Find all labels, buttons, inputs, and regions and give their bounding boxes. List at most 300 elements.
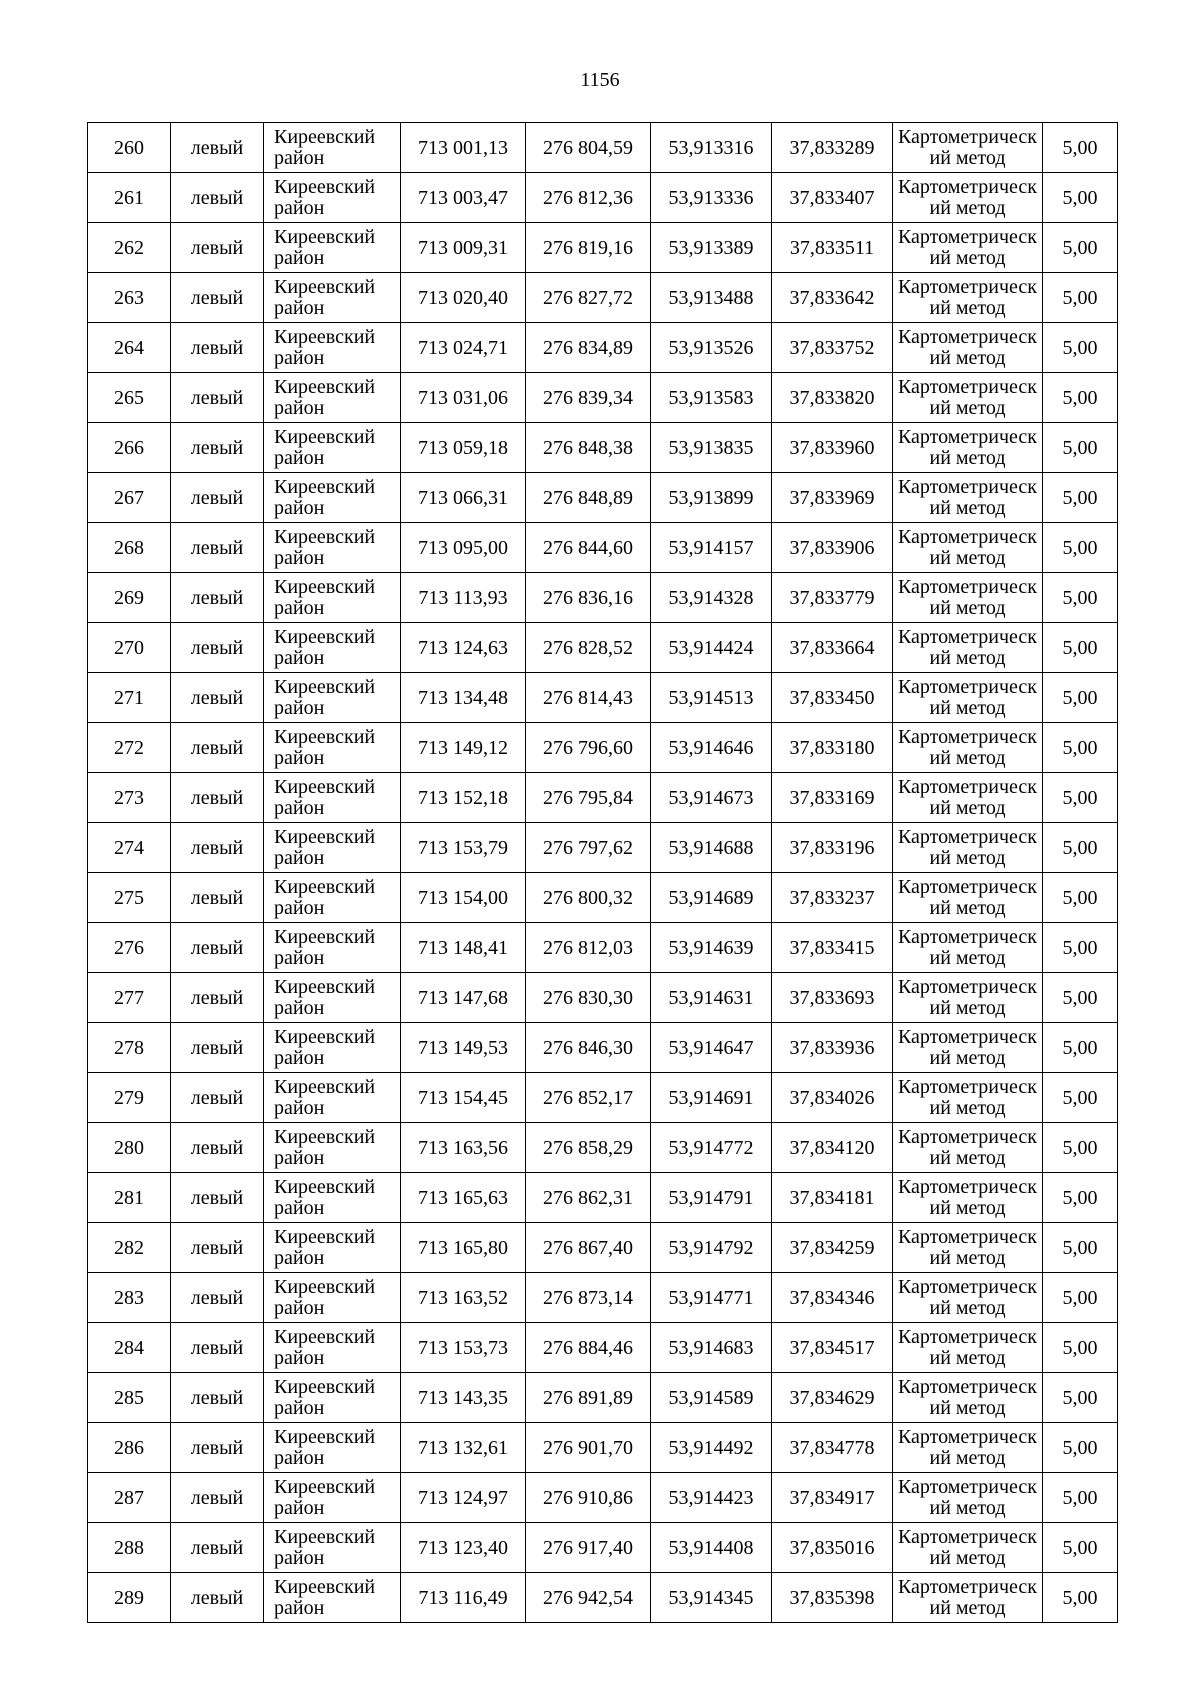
side-cell: левый xyxy=(171,1573,264,1623)
y-coordinate-cell: 276 917,40 xyxy=(526,1523,651,1573)
method-cell: Картометрический метод xyxy=(893,923,1043,973)
x-coordinate-cell: 713 153,73 xyxy=(401,1323,526,1373)
x-coordinate-cell: 713 003,47 xyxy=(401,173,526,223)
x-coordinate-cell: 713 143,35 xyxy=(401,1373,526,1423)
district-cell: Киреевский район xyxy=(264,1323,401,1373)
page-number: 1156 xyxy=(580,69,620,91)
method-cell: Картометрический метод xyxy=(893,1273,1043,1323)
table-row xyxy=(88,373,1118,423)
point-number-cell: 275 xyxy=(88,873,171,923)
x-coordinate-cell: 713 001,13 xyxy=(401,123,526,173)
point-number-cell: 285 xyxy=(88,1373,171,1423)
table-body xyxy=(88,123,1118,1623)
point-number-cell: 286 xyxy=(88,1423,171,1473)
point-number-cell: 282 xyxy=(88,1223,171,1273)
table-row xyxy=(88,723,1118,773)
table-row xyxy=(88,223,1118,273)
point-number-cell: 278 xyxy=(88,1023,171,1073)
district-cell: Киреевский район xyxy=(264,1523,401,1573)
table-row xyxy=(88,1373,1118,1423)
latitude-cell: 53,914683 xyxy=(651,1323,772,1373)
latitude-cell: 53,914631 xyxy=(651,973,772,1023)
method-cell: Картометрический метод xyxy=(893,273,1043,323)
latitude-cell: 53,914589 xyxy=(651,1373,772,1423)
longitude-cell: 37,834120 xyxy=(772,1123,893,1173)
y-coordinate-cell: 276 891,89 xyxy=(526,1373,651,1423)
table-row xyxy=(88,523,1118,573)
longitude-cell: 37,833196 xyxy=(772,823,893,873)
accuracy-cell: 5,00 xyxy=(1043,623,1118,673)
accuracy-cell: 5,00 xyxy=(1043,873,1118,923)
longitude-cell: 37,833511 xyxy=(772,223,893,273)
latitude-cell: 53,913899 xyxy=(651,473,772,523)
longitude-cell: 37,833820 xyxy=(772,373,893,423)
latitude-cell: 53,913389 xyxy=(651,223,772,273)
table-row xyxy=(88,1473,1118,1523)
table-row xyxy=(88,1423,1118,1473)
method-cell: Картометрический метод xyxy=(893,973,1043,1023)
longitude-cell: 37,833664 xyxy=(772,623,893,673)
y-coordinate-cell: 276 848,38 xyxy=(526,423,651,473)
accuracy-cell: 5,00 xyxy=(1043,823,1118,873)
accuracy-cell: 5,00 xyxy=(1043,373,1118,423)
district-cell: Киреевский район xyxy=(264,273,401,323)
y-coordinate-cell: 276 819,16 xyxy=(526,223,651,273)
accuracy-cell: 5,00 xyxy=(1043,1423,1118,1473)
longitude-cell: 37,834181 xyxy=(772,1173,893,1223)
point-number-cell: 283 xyxy=(88,1273,171,1323)
table-row xyxy=(88,673,1118,723)
accuracy-cell: 5,00 xyxy=(1043,1523,1118,1573)
table-row xyxy=(88,123,1118,173)
side-cell: левый xyxy=(171,923,264,973)
latitude-cell: 53,913583 xyxy=(651,373,772,423)
latitude-cell: 53,914408 xyxy=(651,1523,772,1573)
method-cell: Картометрический метод xyxy=(893,423,1043,473)
y-coordinate-cell: 276 858,29 xyxy=(526,1123,651,1173)
accuracy-cell: 5,00 xyxy=(1043,1573,1118,1623)
accuracy-cell: 5,00 xyxy=(1043,123,1118,173)
latitude-cell: 53,914647 xyxy=(651,1023,772,1073)
accuracy-cell: 5,00 xyxy=(1043,723,1118,773)
side-cell: левый xyxy=(171,323,264,373)
side-cell: левый xyxy=(171,523,264,573)
accuracy-cell: 5,00 xyxy=(1043,423,1118,473)
table-row xyxy=(88,1173,1118,1223)
accuracy-cell: 5,00 xyxy=(1043,1173,1118,1223)
x-coordinate-cell: 713 149,12 xyxy=(401,723,526,773)
y-coordinate-cell: 276 846,30 xyxy=(526,1023,651,1073)
method-cell: Картометрический метод xyxy=(893,1123,1043,1173)
side-cell: левый xyxy=(171,273,264,323)
x-coordinate-cell: 713 165,80 xyxy=(401,1223,526,1273)
side-cell: левый xyxy=(171,1373,264,1423)
x-coordinate-cell: 713 154,45 xyxy=(401,1073,526,1123)
y-coordinate-cell: 276 862,31 xyxy=(526,1173,651,1223)
latitude-cell: 53,914639 xyxy=(651,923,772,973)
method-cell: Картометрический метод xyxy=(893,623,1043,673)
point-number-cell: 272 xyxy=(88,723,171,773)
longitude-cell: 37,833693 xyxy=(772,973,893,1023)
method-cell: Картометрический метод xyxy=(893,1223,1043,1273)
district-cell: Киреевский район xyxy=(264,573,401,623)
side-cell: левый xyxy=(171,1473,264,1523)
district-cell: Киреевский район xyxy=(264,323,401,373)
point-number-cell: 274 xyxy=(88,823,171,873)
y-coordinate-cell: 276 901,70 xyxy=(526,1423,651,1473)
side-cell: левый xyxy=(171,423,264,473)
district-cell: Киреевский район xyxy=(264,173,401,223)
y-coordinate-cell: 276 942,54 xyxy=(526,1573,651,1623)
district-cell: Киреевский район xyxy=(264,873,401,923)
y-coordinate-cell: 276 828,52 xyxy=(526,623,651,673)
side-cell: левый xyxy=(171,1273,264,1323)
method-cell: Картометрический метод xyxy=(893,323,1043,373)
method-cell: Картометрический метод xyxy=(893,1473,1043,1523)
longitude-cell: 37,833906 xyxy=(772,523,893,573)
coordinates-table xyxy=(87,122,1118,1623)
latitude-cell: 53,913526 xyxy=(651,323,772,373)
longitude-cell: 37,834259 xyxy=(772,1223,893,1273)
side-cell: левый xyxy=(171,723,264,773)
accuracy-cell: 5,00 xyxy=(1043,973,1118,1023)
side-cell: левый xyxy=(171,973,264,1023)
latitude-cell: 53,913835 xyxy=(651,423,772,473)
latitude-cell: 53,914792 xyxy=(651,1223,772,1273)
y-coordinate-cell: 276 867,40 xyxy=(526,1223,651,1273)
y-coordinate-cell: 276 812,36 xyxy=(526,173,651,223)
point-number-cell: 280 xyxy=(88,1123,171,1173)
accuracy-cell: 5,00 xyxy=(1043,1473,1118,1523)
method-cell: Картометрический метод xyxy=(893,223,1043,273)
y-coordinate-cell: 276 836,16 xyxy=(526,573,651,623)
latitude-cell: 53,914646 xyxy=(651,723,772,773)
latitude-cell: 53,914772 xyxy=(651,1123,772,1173)
longitude-cell: 37,833237 xyxy=(772,873,893,923)
longitude-cell: 37,833169 xyxy=(772,773,893,823)
latitude-cell: 53,914691 xyxy=(651,1073,772,1123)
method-cell: Картометрический метод xyxy=(893,373,1043,423)
longitude-cell: 37,833450 xyxy=(772,673,893,723)
side-cell: левый xyxy=(171,1023,264,1073)
longitude-cell: 37,834629 xyxy=(772,1373,893,1423)
method-cell: Картометрический метод xyxy=(893,1523,1043,1573)
x-coordinate-cell: 713 165,63 xyxy=(401,1173,526,1223)
point-number-cell: 268 xyxy=(88,523,171,573)
side-cell: левый xyxy=(171,123,264,173)
longitude-cell: 37,833289 xyxy=(772,123,893,173)
latitude-cell: 53,914328 xyxy=(651,573,772,623)
x-coordinate-cell: 713 163,56 xyxy=(401,1123,526,1173)
latitude-cell: 53,914492 xyxy=(651,1423,772,1473)
district-cell: Киреевский район xyxy=(264,1123,401,1173)
side-cell: левый xyxy=(171,1123,264,1173)
longitude-cell: 37,834026 xyxy=(772,1073,893,1123)
latitude-cell: 53,913316 xyxy=(651,123,772,173)
x-coordinate-cell: 713 124,97 xyxy=(401,1473,526,1523)
x-coordinate-cell: 713 116,49 xyxy=(401,1573,526,1623)
point-number-cell: 263 xyxy=(88,273,171,323)
accuracy-cell: 5,00 xyxy=(1043,523,1118,573)
point-number-cell: 277 xyxy=(88,973,171,1023)
accuracy-cell: 5,00 xyxy=(1043,1373,1118,1423)
longitude-cell: 37,834778 xyxy=(772,1423,893,1473)
side-cell: левый xyxy=(171,1423,264,1473)
y-coordinate-cell: 276 884,46 xyxy=(526,1323,651,1373)
method-cell: Картометрический метод xyxy=(893,1423,1043,1473)
latitude-cell: 53,914345 xyxy=(651,1573,772,1623)
method-cell: Картометрический метод xyxy=(893,173,1043,223)
accuracy-cell: 5,00 xyxy=(1043,1073,1118,1123)
method-cell: Картометрический метод xyxy=(893,873,1043,923)
side-cell: левый xyxy=(171,373,264,423)
accuracy-cell: 5,00 xyxy=(1043,1023,1118,1073)
point-number-cell: 261 xyxy=(88,173,171,223)
side-cell: левый xyxy=(171,473,264,523)
y-coordinate-cell: 276 848,89 xyxy=(526,473,651,523)
latitude-cell: 53,914689 xyxy=(651,873,772,923)
method-cell: Картометрический метод xyxy=(893,773,1043,823)
table-row xyxy=(88,573,1118,623)
x-coordinate-cell: 713 163,52 xyxy=(401,1273,526,1323)
latitude-cell: 53,914688 xyxy=(651,823,772,873)
y-coordinate-cell: 276 830,30 xyxy=(526,973,651,1023)
side-cell: левый xyxy=(171,873,264,923)
longitude-cell: 37,833407 xyxy=(772,173,893,223)
point-number-cell: 267 xyxy=(88,473,171,523)
side-cell: левый xyxy=(171,1173,264,1223)
x-coordinate-cell: 713 031,06 xyxy=(401,373,526,423)
longitude-cell: 37,833960 xyxy=(772,423,893,473)
district-cell: Киреевский район xyxy=(264,723,401,773)
method-cell: Картометрический метод xyxy=(893,1323,1043,1373)
latitude-cell: 53,914424 xyxy=(651,623,772,673)
accuracy-cell: 5,00 xyxy=(1043,1273,1118,1323)
y-coordinate-cell: 276 834,89 xyxy=(526,323,651,373)
x-coordinate-cell: 713 153,79 xyxy=(401,823,526,873)
latitude-cell: 53,913488 xyxy=(651,273,772,323)
district-cell: Киреевский район xyxy=(264,773,401,823)
longitude-cell: 37,835016 xyxy=(772,1523,893,1573)
x-coordinate-cell: 713 020,40 xyxy=(401,273,526,323)
table-row xyxy=(88,973,1118,1023)
x-coordinate-cell: 713 066,31 xyxy=(401,473,526,523)
district-cell: Киреевский район xyxy=(264,223,401,273)
district-cell: Киреевский район xyxy=(264,673,401,723)
y-coordinate-cell: 276 839,34 xyxy=(526,373,651,423)
y-coordinate-cell: 276 852,17 xyxy=(526,1073,651,1123)
accuracy-cell: 5,00 xyxy=(1043,273,1118,323)
side-cell: левый xyxy=(171,623,264,673)
x-coordinate-cell: 713 149,53 xyxy=(401,1023,526,1073)
longitude-cell: 37,833969 xyxy=(772,473,893,523)
y-coordinate-cell: 276 873,14 xyxy=(526,1273,651,1323)
district-cell: Киреевский район xyxy=(264,1423,401,1473)
district-cell: Киреевский район xyxy=(264,623,401,673)
point-number-cell: 281 xyxy=(88,1173,171,1223)
table-row xyxy=(88,323,1118,373)
table-row xyxy=(88,1123,1118,1173)
longitude-cell: 37,835398 xyxy=(772,1573,893,1623)
point-number-cell: 288 xyxy=(88,1523,171,1573)
side-cell: левый xyxy=(171,573,264,623)
point-number-cell: 284 xyxy=(88,1323,171,1373)
table-row xyxy=(88,423,1118,473)
table-row xyxy=(88,273,1118,323)
point-number-cell: 266 xyxy=(88,423,171,473)
y-coordinate-cell: 276 804,59 xyxy=(526,123,651,173)
point-number-cell: 279 xyxy=(88,1073,171,1123)
district-cell: Киреевский район xyxy=(264,473,401,523)
table-row xyxy=(88,1023,1118,1073)
district-cell: Киреевский район xyxy=(264,523,401,573)
longitude-cell: 37,833415 xyxy=(772,923,893,973)
district-cell: Киреевский район xyxy=(264,1473,401,1523)
x-coordinate-cell: 713 148,41 xyxy=(401,923,526,973)
point-number-cell: 289 xyxy=(88,1573,171,1623)
point-number-cell: 287 xyxy=(88,1473,171,1523)
x-coordinate-cell: 713 123,40 xyxy=(401,1523,526,1573)
district-cell: Киреевский район xyxy=(264,123,401,173)
side-cell: левый xyxy=(171,1323,264,1373)
accuracy-cell: 5,00 xyxy=(1043,223,1118,273)
method-cell: Картометрический метод xyxy=(893,673,1043,723)
y-coordinate-cell: 276 796,60 xyxy=(526,723,651,773)
y-coordinate-cell: 276 797,62 xyxy=(526,823,651,873)
point-number-cell: 265 xyxy=(88,373,171,423)
point-number-cell: 262 xyxy=(88,223,171,273)
district-cell: Киреевский район xyxy=(264,923,401,973)
point-number-cell: 273 xyxy=(88,773,171,823)
table-row xyxy=(88,773,1118,823)
x-coordinate-cell: 713 059,18 xyxy=(401,423,526,473)
method-cell: Картометрический метод xyxy=(893,1173,1043,1223)
side-cell: левый xyxy=(171,1223,264,1273)
latitude-cell: 53,914423 xyxy=(651,1473,772,1523)
method-cell: Картометрический метод xyxy=(893,823,1043,873)
district-cell: Киреевский район xyxy=(264,1023,401,1073)
table-row xyxy=(88,623,1118,673)
method-cell: Картометрический метод xyxy=(893,473,1043,523)
accuracy-cell: 5,00 xyxy=(1043,573,1118,623)
method-cell: Картометрический метод xyxy=(893,723,1043,773)
x-coordinate-cell: 713 124,63 xyxy=(401,623,526,673)
point-number-cell: 276 xyxy=(88,923,171,973)
side-cell: левый xyxy=(171,223,264,273)
district-cell: Киреевский район xyxy=(264,1573,401,1623)
side-cell: левый xyxy=(171,773,264,823)
district-cell: Киреевский район xyxy=(264,1273,401,1323)
x-coordinate-cell: 713 154,00 xyxy=(401,873,526,923)
table-row xyxy=(88,823,1118,873)
side-cell: левый xyxy=(171,1523,264,1573)
y-coordinate-cell: 276 800,32 xyxy=(526,873,651,923)
accuracy-cell: 5,00 xyxy=(1043,173,1118,223)
method-cell: Картометрический метод xyxy=(893,573,1043,623)
latitude-cell: 53,914771 xyxy=(651,1273,772,1323)
accuracy-cell: 5,00 xyxy=(1043,1123,1118,1173)
longitude-cell: 37,834346 xyxy=(772,1273,893,1323)
method-cell: Картометрический метод xyxy=(893,523,1043,573)
table-row xyxy=(88,473,1118,523)
district-cell: Киреевский район xyxy=(264,973,401,1023)
district-cell: Киреевский район xyxy=(264,1073,401,1123)
method-cell: Картометрический метод xyxy=(893,1073,1043,1123)
table-row xyxy=(88,923,1118,973)
side-cell: левый xyxy=(171,173,264,223)
point-number-cell: 264 xyxy=(88,323,171,373)
y-coordinate-cell: 276 814,43 xyxy=(526,673,651,723)
point-number-cell: 260 xyxy=(88,123,171,173)
side-cell: левый xyxy=(171,823,264,873)
y-coordinate-cell: 276 827,72 xyxy=(526,273,651,323)
district-cell: Киреевский район xyxy=(264,423,401,473)
y-coordinate-cell: 276 795,84 xyxy=(526,773,651,823)
district-cell: Киреевский район xyxy=(264,1173,401,1223)
table-row xyxy=(88,1573,1118,1623)
latitude-cell: 53,914157 xyxy=(651,523,772,573)
x-coordinate-cell: 713 009,31 xyxy=(401,223,526,273)
table-row xyxy=(88,873,1118,923)
latitude-cell: 53,913336 xyxy=(651,173,772,223)
side-cell: левый xyxy=(171,1073,264,1123)
accuracy-cell: 5,00 xyxy=(1043,1223,1118,1273)
latitude-cell: 53,914513 xyxy=(651,673,772,723)
method-cell: Картометрический метод xyxy=(893,123,1043,173)
longitude-cell: 37,833642 xyxy=(772,273,893,323)
table-row xyxy=(88,1073,1118,1123)
accuracy-cell: 5,00 xyxy=(1043,323,1118,373)
table-row xyxy=(88,173,1118,223)
table-row xyxy=(88,1223,1118,1273)
longitude-cell: 37,834517 xyxy=(772,1323,893,1373)
longitude-cell: 37,833936 xyxy=(772,1023,893,1073)
y-coordinate-cell: 276 812,03 xyxy=(526,923,651,973)
x-coordinate-cell: 713 134,48 xyxy=(401,673,526,723)
method-cell: Картометрический метод xyxy=(893,1023,1043,1073)
x-coordinate-cell: 713 152,18 xyxy=(401,773,526,823)
accuracy-cell: 5,00 xyxy=(1043,773,1118,823)
point-number-cell: 269 xyxy=(88,573,171,623)
district-cell: Киреевский район xyxy=(264,373,401,423)
method-cell: Картометрический метод xyxy=(893,1573,1043,1623)
longitude-cell: 37,834917 xyxy=(772,1473,893,1523)
accuracy-cell: 5,00 xyxy=(1043,473,1118,523)
longitude-cell: 37,833752 xyxy=(772,323,893,373)
side-cell: левый xyxy=(171,673,264,723)
latitude-cell: 53,914791 xyxy=(651,1173,772,1223)
point-number-cell: 270 xyxy=(88,623,171,673)
x-coordinate-cell: 713 113,93 xyxy=(401,573,526,623)
longitude-cell: 37,833779 xyxy=(772,573,893,623)
method-cell: Картометрический метод xyxy=(893,1373,1043,1423)
x-coordinate-cell: 713 095,00 xyxy=(401,523,526,573)
accuracy-cell: 5,00 xyxy=(1043,673,1118,723)
table-row xyxy=(88,1323,1118,1373)
district-cell: Киреевский район xyxy=(264,1373,401,1423)
district-cell: Киреевский район xyxy=(264,823,401,873)
table-row xyxy=(88,1273,1118,1323)
point-number-cell: 271 xyxy=(88,673,171,723)
table-row xyxy=(88,1523,1118,1573)
y-coordinate-cell: 276 910,86 xyxy=(526,1473,651,1523)
x-coordinate-cell: 713 147,68 xyxy=(401,973,526,1023)
latitude-cell: 53,914673 xyxy=(651,773,772,823)
accuracy-cell: 5,00 xyxy=(1043,1323,1118,1373)
district-cell: Киреевский район xyxy=(264,1223,401,1273)
x-coordinate-cell: 713 024,71 xyxy=(401,323,526,373)
y-coordinate-cell: 276 844,60 xyxy=(526,523,651,573)
